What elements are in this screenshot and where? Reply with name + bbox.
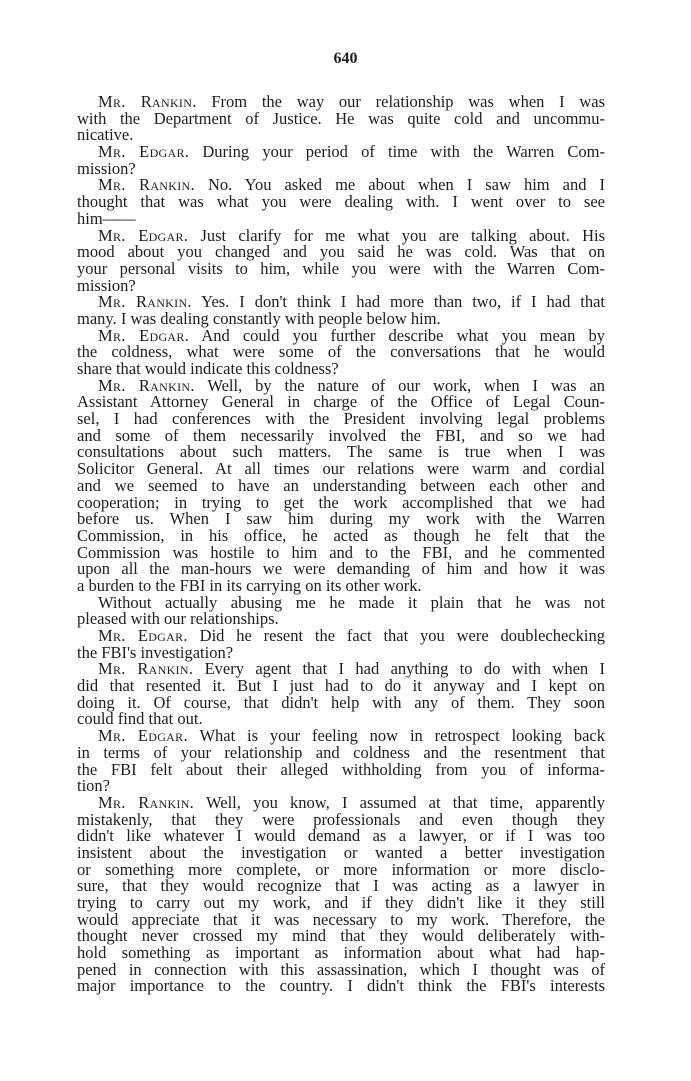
line-text: thought that was what you were dealing with. I went over to see	[77, 192, 605, 212]
line-text: did that resented it. But I just had to do it anyway and I kept on	[77, 676, 605, 696]
speaker-name: Mr. Rankin.	[98, 659, 194, 679]
line-text: major importance to the country. I didn't think the FBI's interests	[77, 976, 605, 996]
line-text: many. I was dealing constantly with people below him.	[77, 308, 441, 328]
transcript-body	[77, 94, 605, 995]
line-text: the coldness, what were some of the conversations that he would	[77, 342, 605, 362]
line-text: mistakenly, that they were professionals and even though they	[77, 809, 605, 829]
line-text: Every agent that I had anything to do with when I	[193, 659, 605, 679]
line-text: And could you further describe what you mean by	[189, 325, 605, 345]
line-text: pleased with our relationships.	[77, 609, 279, 629]
line-text: share that would indicate this coldness?	[77, 359, 339, 378]
line-text: didn't like whatever I would demand as a lawyer, or if I was too	[77, 826, 605, 846]
transcript-paragraph	[77, 661, 605, 728]
page-number: 640	[333, 50, 358, 67]
text-line	[77, 978, 605, 995]
transcript-paragraph	[77, 144, 605, 177]
line-text: pened in connection with this assassination, which I thought was of	[77, 959, 605, 979]
line-text: Did he resent the fact that you were doublechecking	[187, 626, 605, 645]
line-text: before us. When I saw him during my work with the Warren	[77, 509, 605, 529]
line-text: During your period of time with the Warren Com-	[189, 142, 605, 162]
speaker-name: Mr. Edgar.	[98, 726, 188, 746]
line-text: mission?	[77, 158, 136, 178]
line-text: mood about you changed and you said he was cold. Was that on	[77, 242, 605, 262]
transcript-paragraph	[77, 792, 606, 996]
line-text: Without actually abusing me he made it plain that he was not	[98, 592, 605, 612]
text-line	[77, 194, 605, 211]
speaker-name: Mr. Rankin.	[98, 175, 195, 195]
transcript-paragraph	[77, 325, 605, 378]
text-line	[77, 258, 605, 278]
line-text: upon all the man-hours we were demanding of him and how it was	[77, 559, 605, 579]
speaker-name: Mr. Rankin.	[98, 292, 192, 312]
speaker-name: Mr. Edgar.	[98, 325, 190, 345]
speaker-name: Mr. Rankin.	[98, 92, 197, 111]
line-text: hold something as important as information about what had hap-	[77, 943, 605, 963]
transcript-paragraph	[77, 94, 605, 144]
text-line	[77, 759, 605, 779]
transcript-paragraph	[77, 177, 605, 227]
line-text: would appreciate that it was necessary to my work. Therefore, the	[77, 909, 605, 929]
line-text: him——	[77, 208, 136, 228]
transcript-paragraph	[77, 728, 605, 795]
transcript-paragraph	[77, 592, 605, 629]
line-text: cooperation; in trying to get the work accomplished that we had	[77, 492, 605, 512]
line-text: Yes. I don't think I had more than two, if I had that	[191, 292, 606, 312]
line-text: Commission was hostile to him and to the FBI, and he commented	[77, 542, 605, 562]
line-text: the FBI felt about their alleged withholding from you of informa-	[77, 759, 605, 779]
line-text: mission?	[77, 275, 136, 295]
line-text: and some of them necessarily involved the FBI, and so we had	[77, 425, 605, 445]
line-text: thought never crossed my mind that they would deliberately with-	[77, 926, 605, 946]
line-text: a burden to the FBI in its carrying on its other work.	[77, 575, 422, 595]
line-text: No. You asked me about when I saw him and I	[194, 175, 606, 195]
line-text: trying to carry out my work, and if they didn't like it they still	[77, 893, 605, 912]
line-text: with the Department of Justice. He was quite cold and uncommu-	[77, 108, 605, 128]
transcript-paragraph	[77, 628, 605, 661]
line-text: could find that out.	[77, 709, 203, 729]
line-text: in terms of your relationship and coldness and the resentment that	[77, 742, 605, 762]
transcript-paragraph	[77, 375, 606, 595]
text-line	[77, 144, 605, 161]
line-text: your personal visits to him, while you were with the Warren Com-	[77, 258, 605, 278]
line-text: Solicitor General. At all times our relations were warm and cordial	[77, 459, 605, 479]
line-text: insistent about the investigation or wanted a better investigation	[77, 842, 605, 862]
line-text: From the way our relationship was when I was	[196, 92, 606, 111]
speaker-name: Mr. Rankin.	[98, 375, 195, 395]
transcript-paragraph	[77, 225, 606, 295]
line-text: the FBI's investigation?	[77, 642, 234, 662]
speaker-name: Mr. Rankin.	[98, 792, 195, 812]
line-text: tion?	[77, 776, 110, 796]
speaker-name: Mr. Edgar.	[98, 626, 188, 645]
speaker-name: Mr. Edgar.	[98, 225, 189, 245]
line-text: Well, by the nature of our work, when I was an	[194, 375, 606, 395]
transcript-paragraph	[77, 294, 605, 327]
speaker-name: Mr. Edgar.	[98, 142, 190, 162]
line-text: Commission, in his office, he acted as though he felt that the	[77, 525, 605, 545]
line-text: and we seemed to have an understanding between each other and	[77, 475, 605, 495]
line-text: sel, I had conferences with the President involving legal problems	[77, 409, 605, 429]
line-text: Assistant Attorney General in charge of the Office of Legal Coun-	[77, 392, 605, 412]
line-text: nicative.	[77, 125, 134, 145]
line-text: What is your feeling now in retrospect looking back	[187, 726, 605, 746]
line-text: sure, that they would recognize that I was acting as a lawyer in	[77, 876, 605, 896]
line-text: Well, you know, I assumed at that time, apparently	[194, 792, 606, 812]
line-text: doing it. Of course, that didn't help with any of them. They soon	[77, 692, 605, 712]
line-text: consultations about such matters. The same is true when I was	[77, 442, 605, 462]
line-text: or something more complete, or more information or more disclo-	[77, 859, 605, 879]
line-text: Just clarify for me what you are talking about. His	[188, 225, 606, 245]
text-line	[77, 108, 605, 128]
